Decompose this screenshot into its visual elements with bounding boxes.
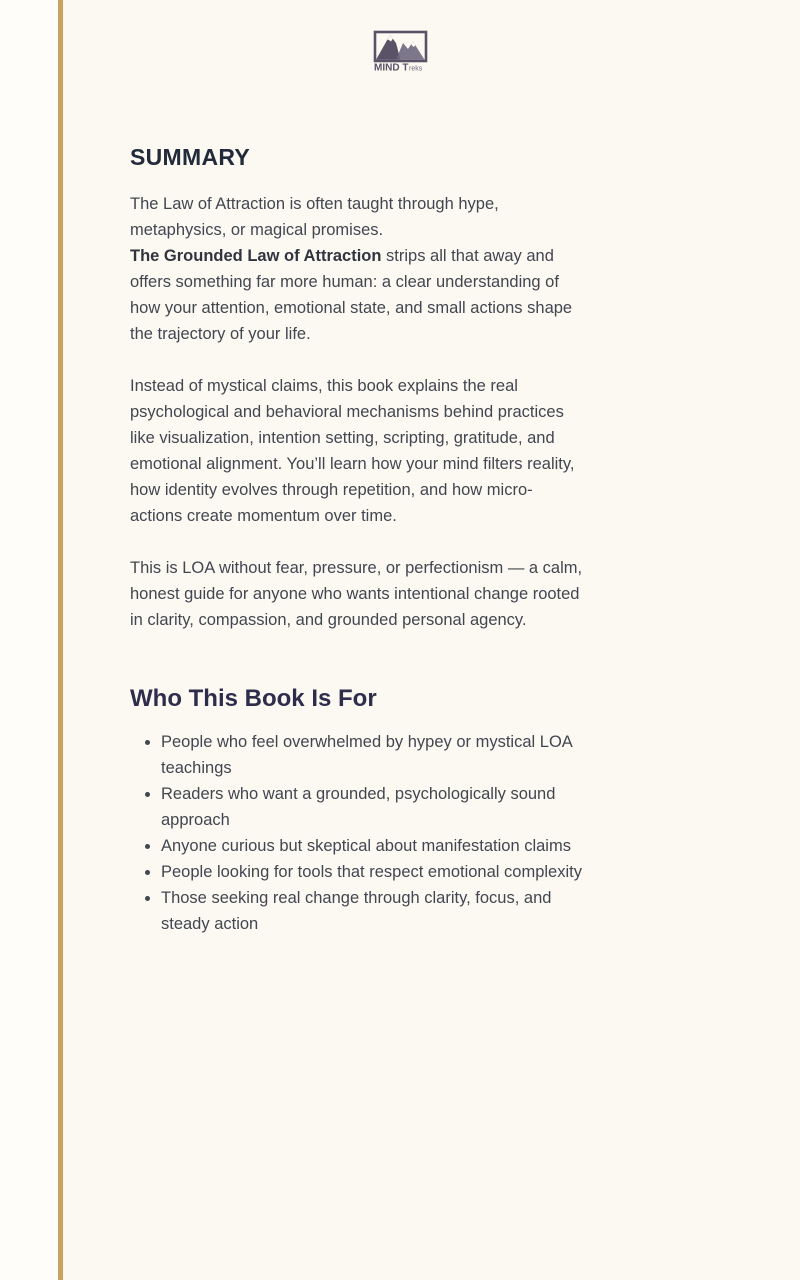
brand-logo <box>0 0 800 72</box>
list-item: • People looking for tools that respect emotional complexity <box>161 859 730 885</box>
summary-heading: SUMMARY <box>130 144 251 170</box>
summary-paragraph-3: This is LOA without fear, pressure, or perfectionism — a calm, honest guide for anyone who wants intentional change rooted in clarity, compassion, and grounded personal agency. <box>130 559 583 629</box>
gold-accent-line <box>58 0 63 1280</box>
left-margin-strip <box>0 0 58 1280</box>
summary-paragraph-2: Instead of mystical claims, this book explains the real psychological and behavioral mechanisms behind practices like visualization, intention setting, scripting, gratitude, and emotional alignment. You’ll learn how your mind filters reality, how identity evolves through repetition, and how micro- actions create momentum over time. <box>130 377 575 525</box>
who-this-book-is-for-heading: Who This Book Is For <box>130 685 377 712</box>
logo-text-bold: MIND T <box>374 62 409 72</box>
page-content <box>130 144 730 937</box>
who-for-list <box>130 729 730 937</box>
summary-paragraph-1 <box>130 191 730 347</box>
list-item: • Those seeking real change through clarity, focus, and steady action <box>161 885 730 937</box>
list-item: • Anyone curious but skeptical about manifestation claims <box>161 833 730 859</box>
summary-paragraph-1-bold-phrase: The Grounded Law of Attraction <box>130 247 382 265</box>
logo-text-small: reks <box>409 65 423 72</box>
summary-paragraph-1-intro: The Law of Attraction is often taught through hype, metaphysics, or magical promises. <box>130 195 499 239</box>
summary-paragraph-1-rest: strips all that away and offers something far more human: a clear understanding of how your attention, emotional state, and small actions shape the trajectory of your life. <box>130 247 573 343</box>
list-item: • People who feel overwhelmed by hypey or mystical LOA teachings <box>161 729 730 781</box>
mountain-logo-icon <box>369 30 431 72</box>
list-item: • Readers who want a grounded, psychologically sound approach <box>161 781 730 833</box>
